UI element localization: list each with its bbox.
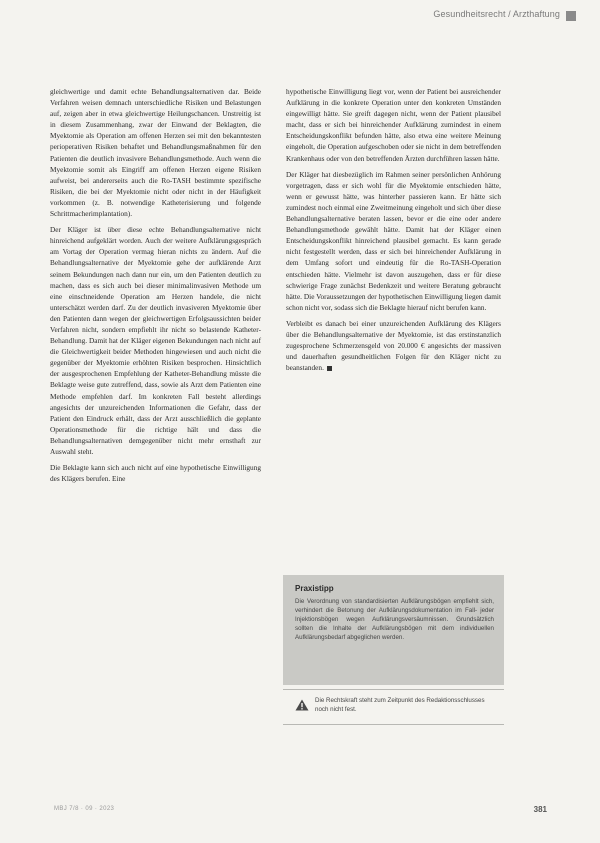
page-footer (0, 806, 600, 820)
right-column (286, 86, 501, 378)
left-column (50, 86, 261, 489)
running-header (0, 8, 600, 26)
warning-triangle-icon (295, 699, 309, 711)
right-paragraph-2: Der Kläger hat diesbezüglich im Rahmen seiner persönlichen Anhörung vorgetragen, dass er sich wohl für die Myektomie entschieden hätte, wenn er gewusst hätte, was hinterher passieren kann. Er hätte sich zumindest noch einmal eine Zweitmeinung eingeholt und sich über diese Behandlungsalternative beraten lassen, bevor er die eine oder andere Behandlungsmethode gewählt hätte. Damit hat der Kläger einen Entscheidungskonflikt hinreichend plausibel gemacht. Es kann gerade nicht festgestellt werden, dass er sich bei hinreichender Aufklärung in dem Umfang sofort und eindeutig für die Ro-TASH-Operation entschieden hätte. Vielmehr ist davon auszugehen, dass er für diese schwierige Frage zunächst Bedenkzeit und weitere Beratung gebraucht hätte. Die Voraussetzungen der hypothetischen Einwilligung liegen damit schon nicht vor, sodass sich die Beklagte hierauf nicht berufen kann. (286, 169, 501, 312)
right-paragraph-3 (286, 318, 501, 373)
section-marker-icon (566, 11, 576, 21)
journal-issue: MBJ 7/8 · 09 · 2023 (54, 806, 115, 812)
legal-note-text: Die Rechtskraft steht zum Zeitpunkt des Redaktionsschlusses noch nicht fest. (315, 697, 485, 713)
legal-note-box (283, 689, 504, 725)
right-paragraph-1: hypothetische Einwilligung liegt vor, wenn der Patient bei ausreichender Aufklärung in die konkrete Operation unter den konkreten Umständen eingewilligt hätte. Sie greift dagegen nicht, wenn der Patient plausibel macht, dass er sich bei hinreichender Aufklärung zumindest in einem Entscheidungskonflikt befunden hätte, also etwa eine weitere Meinung eingeholt, die Operation aufgeschoben oder sie nicht in dem betreffenden Krankenhaus oder von den betreffenden Ärzten durchführen lassen hätte. (286, 87, 501, 163)
article-end-icon (327, 366, 332, 371)
left-paragraph-3: Die Beklagte kann sich auch nicht auf eine hypothetische Einwilligung des Klägers berufen. Eine (50, 463, 261, 484)
practice-tip-text: Die Verordnung von standardisierten Aufklärungsbögen empfiehlt sich, verhindert die Betonung der Aufklärungsdokumentation im Fall- jeder Injektionsbögen wegen Aufklärungsversäumnissen. Grundsätzlich sollten die Inhalte der Aufklärungsbögen mit dem individuellen Aufklärungsbedarf abgeglichen werden. (295, 598, 494, 641)
left-paragraph-2: Der Kläger ist über diese echte Behandlungsalternative nicht hinreichend aufgeklärt worden. Auch der weitere Aufklärungsgespräch am Vortag der Operation vermag hieran nichts zu ändern. Auf die Behandlungsalternative der Myektomie gehe der aufklärende Arzt seinem Bekundungen nach dann nur ein, um den Patienten deutlich zu machen, dass es sich auch bei dieser minimalinvasiven Methode um eine einschneidende Operation am Herzen handele, die nicht unterschätzt werden darf. Zu der deutlich invasiveren Myektomie über den Patienten dann wegen der gleichwertigen Erfolgsaussichten beider Verfahren nicht, sondern empfiehlt ihr nicht so belastende Katheter-Behandlung. Damit hat der Kläger eigenen Bekundungen nach nicht auf die Gleichwertigkeit beider Methoden hingewiesen und auch nicht die gegenüber der Myektomie erhöhten Risiken besprochen. Hinsichtlich der ausgesprochenen Empfehlung der Katheter-Behandlung müsste die Beklagte weise gute zutreffend, dass, sowie als Arzt dem Patienten eine Methode empfehlen darf. Im konkreten Fall besteht allerdings angesichts der unzureichenden Informationen die Gefahr, dass der Patient den Eindruck erhält, dass der Arzt ausschließlich die geplante Operationsmethode für die richtige hält und dass die Behandlungsalternativen demgegenüber nicht mehr ernsthaft zur Auswahl steht. (50, 225, 261, 456)
practice-tip-box (283, 575, 504, 685)
section-title: Gesundheitsrecht / Arzthaftung (433, 9, 560, 19)
page-number: 381 (533, 805, 547, 814)
practice-tip-title: Praxistipp (295, 584, 334, 593)
right-paragraph-3-text: Verbleibt es danach bei einer unzureichenden Aufklärung des Klägers über die Behandlungsalternative der Myektomie, ist das erstinstanzlich zugesprochene Schmerzensgeld von 20.000 € angesichts der massiven und dauerhaften gesundheitlichen Folgen für den Kläger nicht zu beanstanden. (286, 318, 501, 373)
left-paragraph-1: gleichwertige und damit echte Behandlungsalternativen dar. Beide Verfahren weisen demnach unterschiedliche Risiken und Belastungen auf, zeigen aber in etwa gleichwertige Heilungschancen. Unstreitig ist in diesem Zusammenhang, zwar der Einwand der Beklagten, die Myektomie als Operation am offenen Herzen sei mit den bekanntesten perioperativen Risiken behaftet und Behandlungsmaßnahmen für den Patienten die deutlich invasivere Behandlungsmethode. Auch wenn die Myektomie somit als Eingriff am offenen Herzen eigene Risiken aufweist, bei andererseits auch die Ro-TASH bestimmte spezifische Risiken, die bei der Myektomie nicht oder nicht in der Häufigkeit vorkommen (z. B. notwendige Katheterisierung und folgende Schrittmacherimplantation). (50, 87, 261, 219)
